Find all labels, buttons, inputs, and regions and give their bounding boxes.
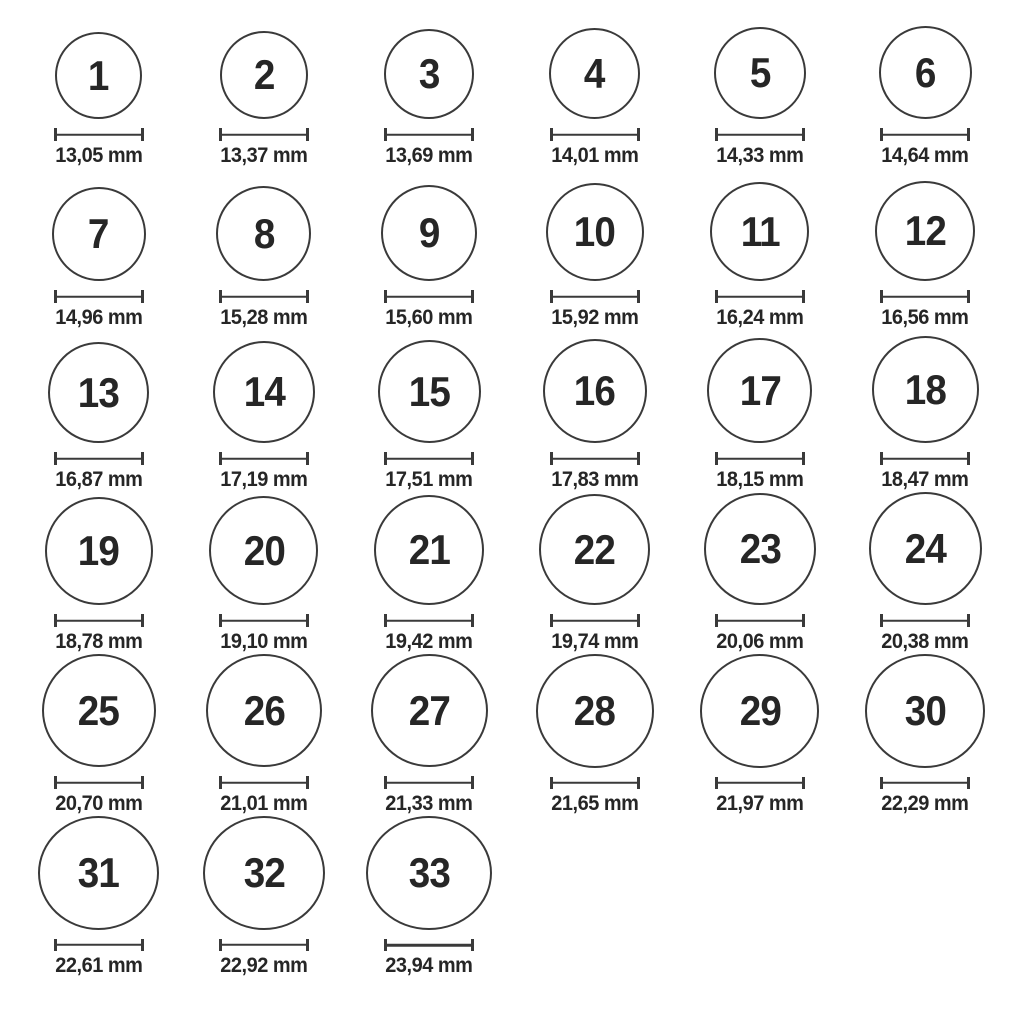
ring-size-number: 26 xyxy=(243,686,285,734)
diameter-label: 17,19 mm xyxy=(220,468,308,491)
diameter-measure-bar xyxy=(880,777,970,789)
diameter-measure-bar xyxy=(550,290,640,303)
diameter-measure-bar xyxy=(384,128,474,141)
ring-circle xyxy=(213,341,315,443)
diameter-measure-bar xyxy=(54,776,144,789)
ring-size-cell xyxy=(16,330,181,492)
ring-size-number: 5 xyxy=(749,49,771,96)
diameter-measure-bar xyxy=(384,776,474,789)
ring-size-cell xyxy=(512,330,677,492)
ring-circle xyxy=(378,340,481,443)
ring-size-number: 21 xyxy=(408,526,450,573)
ring-size-number: 4 xyxy=(584,49,605,97)
ring-size-number: 23 xyxy=(739,525,781,572)
diameter-measure-bar xyxy=(550,452,640,465)
diameter-measure-bar xyxy=(880,452,970,465)
ring-size-cell xyxy=(181,330,346,492)
ring-size-cell xyxy=(181,492,346,654)
ring-circle xyxy=(710,182,809,281)
ring-size-cell xyxy=(16,654,181,816)
diameter-label: 15,28 mm xyxy=(220,306,308,329)
ring-size-cell xyxy=(347,654,512,816)
ring-size-cell xyxy=(843,168,1008,330)
ring-circle xyxy=(203,816,325,930)
diameter-label: 19,74 mm xyxy=(551,630,639,653)
ring-size-number: 10 xyxy=(574,208,616,255)
diameter-measure-bar xyxy=(715,614,805,627)
diameter-label: 17,51 mm xyxy=(385,468,473,491)
ring-size-number: 18 xyxy=(904,365,946,413)
diameter-label: 18,47 mm xyxy=(881,468,969,491)
ring-size-number: 6 xyxy=(915,48,936,96)
ring-circle xyxy=(875,181,975,281)
ring-size-number: 30 xyxy=(904,686,946,734)
ring-size-number: 20 xyxy=(243,526,285,574)
ring-circle xyxy=(714,27,806,119)
ring-size-number: 31 xyxy=(78,848,120,896)
diameter-label: 20,38 mm xyxy=(881,630,969,653)
ring-circle xyxy=(384,29,474,119)
ring-circle xyxy=(549,28,640,119)
ring-size-number: 29 xyxy=(739,686,781,734)
diameter-label: 21,01 mm xyxy=(220,792,308,815)
diameter-measure-bar xyxy=(715,452,805,465)
diameter-label: 13,05 mm xyxy=(55,144,143,167)
ring-circle xyxy=(216,186,311,281)
diameter-label: 14,33 mm xyxy=(716,144,804,167)
diameter-label: 23,94 mm xyxy=(385,954,473,977)
diameter-label: 21,97 mm xyxy=(716,792,804,815)
ring-size-number: 3 xyxy=(419,50,440,97)
ring-size-number: 15 xyxy=(408,367,450,415)
ring-size-number: 32 xyxy=(243,848,285,896)
diameter-label: 17,83 mm xyxy=(551,468,639,491)
ring-size-cell xyxy=(677,330,842,492)
ring-size-number: 12 xyxy=(904,207,946,254)
diameter-label: 19,42 mm xyxy=(385,630,473,653)
diameter-label: 21,33 mm xyxy=(385,792,473,815)
ring-size-number: 14 xyxy=(243,368,285,415)
diameter-label: 14,01 mm xyxy=(551,144,639,167)
ring-circle xyxy=(38,816,159,930)
diameter-measure-bar xyxy=(384,614,474,627)
diameter-measure-bar xyxy=(219,290,309,303)
ring-circle xyxy=(869,492,982,605)
ring-size-number: 2 xyxy=(253,51,275,98)
ring-circle xyxy=(209,496,318,605)
ring-circle xyxy=(865,654,985,768)
ring-size-number: 28 xyxy=(574,686,616,734)
ring-size-cell xyxy=(16,816,181,978)
ring-size-number: 16 xyxy=(574,367,616,414)
ring-size-number: 1 xyxy=(88,51,109,99)
ring-circle xyxy=(366,816,492,930)
diameter-measure-bar xyxy=(715,777,805,789)
ring-size-cell xyxy=(843,6,1008,168)
diameter-label: 16,56 mm xyxy=(881,306,969,329)
ring-circle xyxy=(55,32,142,119)
ring-circle xyxy=(707,338,812,443)
diameter-measure-bar xyxy=(219,939,309,951)
ring-size-cell xyxy=(347,6,512,168)
diameter-measure-bar xyxy=(54,939,144,951)
diameter-label: 22,61 mm xyxy=(55,954,143,977)
ring-size-cell xyxy=(512,492,677,654)
diameter-measure-bar xyxy=(715,290,805,303)
ring-size-number: 11 xyxy=(740,207,780,255)
diameter-measure-bar xyxy=(384,290,474,303)
ring-size-number: 8 xyxy=(253,209,275,257)
diameter-measure-bar xyxy=(550,614,640,627)
diameter-label: 19,10 mm xyxy=(220,630,308,653)
ring-size-cell xyxy=(843,654,1008,816)
ring-size-cell xyxy=(677,654,842,816)
diameter-measure-bar xyxy=(550,777,640,789)
ring-circle xyxy=(206,654,322,767)
ring-size-cell xyxy=(16,168,181,330)
ring-size-cell xyxy=(512,654,677,816)
ring-size-number: 22 xyxy=(574,525,616,573)
diameter-measure-bar xyxy=(219,614,309,627)
ring-size-cell xyxy=(181,6,346,168)
ring-circle xyxy=(381,185,477,281)
diameter-label: 13,37 mm xyxy=(220,144,308,167)
ring-size-number: 24 xyxy=(904,524,946,572)
diameter-label: 21,65 mm xyxy=(551,792,639,815)
ring-circle xyxy=(872,336,979,443)
diameter-measure-bar xyxy=(715,128,805,141)
diameter-label: 16,87 mm xyxy=(55,468,143,491)
diameter-label: 16,24 mm xyxy=(716,306,804,329)
ring-size-number: 25 xyxy=(78,686,120,734)
ring-size-cell xyxy=(677,6,842,168)
ring-size-number: 33 xyxy=(408,849,450,897)
ring-size-number: 27 xyxy=(408,686,450,734)
diameter-label: 18,78 mm xyxy=(55,630,143,653)
ring-circle xyxy=(700,654,819,768)
ring-circle xyxy=(879,26,972,119)
diameter-label: 14,64 mm xyxy=(881,144,969,167)
ring-size-number: 17 xyxy=(739,366,781,414)
ring-circle xyxy=(704,493,816,605)
ring-circle xyxy=(42,654,156,767)
ring-circle xyxy=(543,339,647,443)
diameter-label: 22,92 mm xyxy=(220,954,308,977)
ring-circle xyxy=(45,497,153,605)
ring-size-cell xyxy=(843,492,1008,654)
diameter-label: 22,29 mm xyxy=(881,792,969,815)
ring-size-number: 7 xyxy=(88,210,109,257)
ring-circle xyxy=(539,494,650,605)
diameter-label: 13,69 mm xyxy=(385,144,473,167)
ring-size-cell xyxy=(347,168,512,330)
diameter-measure-bar xyxy=(880,290,970,303)
ring-circle xyxy=(374,495,484,605)
diameter-label: 14,96 mm xyxy=(55,306,143,329)
diameter-measure-bar xyxy=(54,128,144,141)
ring-circle xyxy=(546,183,644,281)
ring-circle xyxy=(48,342,149,443)
diameter-measure-bar xyxy=(880,614,970,627)
ring-size-number: 9 xyxy=(419,209,440,256)
diameter-measure-bar xyxy=(384,452,474,465)
diameter-measure-bar xyxy=(384,939,474,951)
diameter-label: 20,06 mm xyxy=(716,630,804,653)
diameter-measure-bar xyxy=(219,776,309,789)
diameter-label: 20,70 mm xyxy=(55,792,143,815)
ring-circle xyxy=(371,654,488,767)
ring-circle xyxy=(220,31,308,119)
diameter-measure-bar xyxy=(54,614,144,627)
ring-size-cell xyxy=(677,168,842,330)
ring-size-cell xyxy=(347,330,512,492)
diameter-label: 15,60 mm xyxy=(385,306,473,329)
ring-size-number: 19 xyxy=(78,527,120,574)
ring-size-cell xyxy=(347,816,512,978)
ring-size-cell xyxy=(16,6,181,168)
diameter-measure-bar xyxy=(54,452,144,465)
ring-size-cell xyxy=(512,168,677,330)
ring-circle xyxy=(536,654,654,768)
ring-size-number: 13 xyxy=(78,368,120,416)
diameter-label: 15,92 mm xyxy=(551,306,639,329)
diameter-measure-bar xyxy=(550,128,640,141)
diameter-measure-bar xyxy=(219,128,309,141)
ring-size-cell xyxy=(677,492,842,654)
ring-size-cell xyxy=(347,492,512,654)
ring-size-cell xyxy=(181,168,346,330)
ring-size-cell xyxy=(843,330,1008,492)
ring-size-cell xyxy=(512,6,677,168)
ring-size-cell xyxy=(181,654,346,816)
diameter-label: 18,15 mm xyxy=(716,468,804,491)
diameter-measure-bar xyxy=(54,290,144,303)
ring-circle xyxy=(52,187,146,281)
ring-size-cell xyxy=(16,492,181,654)
diameter-measure-bar xyxy=(880,128,970,141)
diameter-measure-bar xyxy=(219,452,309,465)
ring-size-cell xyxy=(181,816,346,978)
